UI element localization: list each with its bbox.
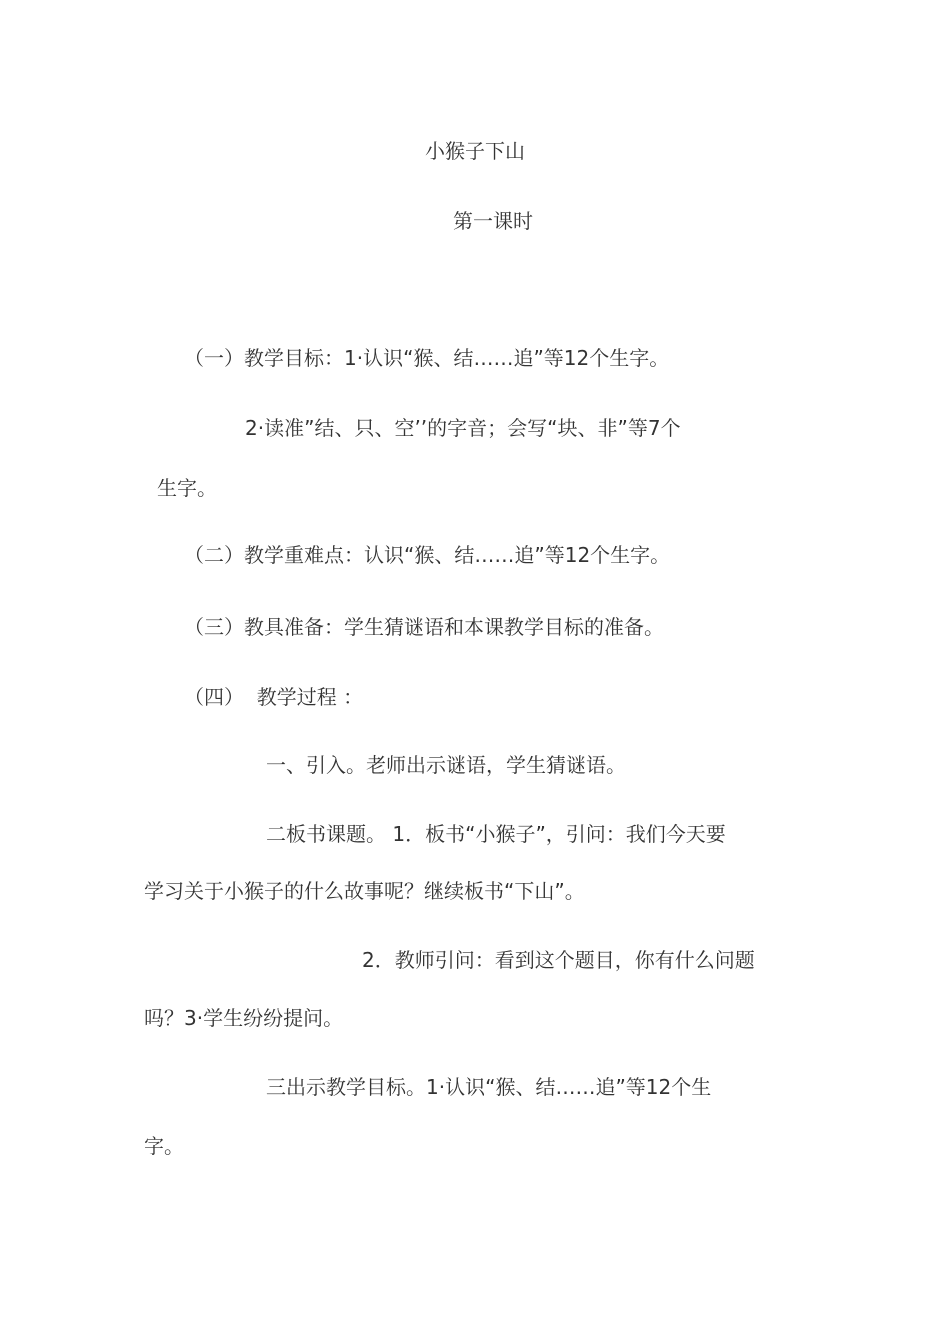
paragraph-line: 2．教师引问：看到这个题目，你有什么问题: [362, 948, 755, 972]
paragraph-line: 字。: [144, 1134, 184, 1158]
paragraph-line: 学习关于小猴子的什么故事呢？继续板书“下山”。: [144, 879, 585, 903]
paragraph-line: 一、引入。老师出示谜语，学生猜谜语。: [266, 753, 626, 777]
document-subtitle: 第一课时: [453, 209, 533, 233]
paragraph-line: （二）教学重难点：认识“猴、结……追”等12个生字。: [184, 543, 671, 567]
paragraph-line: 2·读准”结、只、空’’的字音；会写“块、非”等7个: [245, 416, 681, 440]
paragraph-line: （四） 教学过程 ：: [184, 685, 364, 709]
paragraph-line: 二板书课题。 1．板书“小猴子”，引问：我们今天要: [266, 822, 726, 846]
paragraph-line: 三出示教学目标。1·认识“猴、结……追”等12个生: [266, 1075, 712, 1099]
paragraph-line: 生字。: [157, 476, 217, 500]
paragraph-line: （三）教具准备：学生猜谜语和本课教学目标的准备。: [184, 615, 664, 639]
paragraph-line: 吗？3·学生纷纷提问。: [144, 1006, 344, 1030]
document-title: 小猴子下山: [425, 139, 525, 163]
paragraph-line: （一）教学目标：1·认识“猴、结……追”等12个生字。: [184, 346, 670, 370]
